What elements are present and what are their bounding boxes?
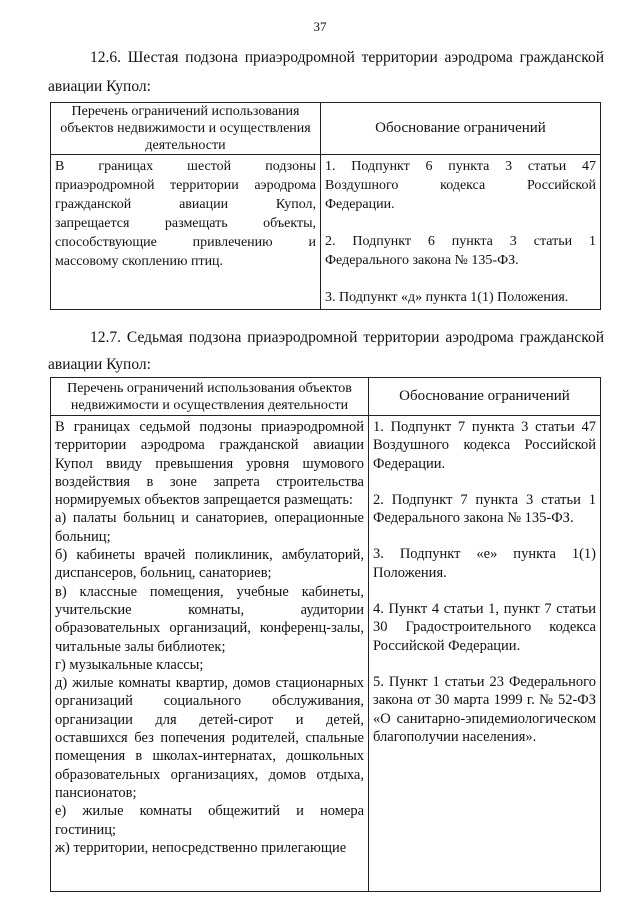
list-item: а) палаты больниц и санаториев, операционные больниц; (55, 510, 364, 545)
basis-item-2: 2. Подпункт 6 пункта 3 статьи 1 Федерального закона № 135-ФЗ. (325, 234, 596, 268)
restriction-intro: В границах седьмой подзоны приаэродромной территории аэродрома гражданской авиации Купол ввиду превышения уровня шумового воздействия в зоне запрета строительства нормируемых объектов запрещается размещать: (55, 419, 364, 509)
table-12-6-header-basis: Обоснование ограничений (321, 103, 601, 155)
list-item: д) жилые комнаты квартир, домов стационарных организаций социального обслуживания, организации для детей-сирот и детей, оставшихся без попечения родителей, спальные помещения в школах-интернатах, дошкольных образовательных организациях, домов отдыха, пансионатов; (55, 675, 364, 801)
basis-item-5: 5. Пункт 1 статьи 23 Федерального закона от 30 марта 1999 г. № 52-ФЗ «О санитарно-эпидемиологическом благополучии населения». (373, 673, 596, 745)
basis-item-2: 2. Подпункт 7 пункта 3 статьи 1 Федерального закона № 135-ФЗ. (373, 491, 596, 527)
page-number: 37 (313, 19, 327, 34)
table-12-7-restriction-cell (51, 416, 369, 892)
section-12-6-heading-line2: авиации Купол: (48, 78, 151, 95)
table-12-7-basis-cell (369, 416, 601, 892)
table-12-7-header-basis: Обоснование ограничений (369, 378, 601, 416)
table-12-6 (50, 102, 601, 310)
table-12-7-header-restrictions: Перечень ограничений использования объектов недвижимости и осуществления деятельности (51, 378, 369, 416)
basis-item-1: 1. Подпункт 7 пункта 3 статьи 47 Воздушного кодекса Российской Федерации. (373, 419, 596, 472)
basis-item-1: 1. Подпункт 6 пункта 3 статьи 47 Воздушного кодекса Российской Федерации. (325, 159, 596, 212)
table-12-6-basis-cell (321, 155, 601, 310)
list-item: г) музыкальные классы; (55, 656, 204, 673)
section-12-7-heading-line1: 12.7. Седьмая подзона приаэродромной территории аэродрома гражданской (90, 329, 604, 346)
table-12-7 (50, 377, 601, 892)
list-item: в) классные помещения, учебные кабинеты, учительские комнаты, аудитории образовательных организаций, конференц-залы, читальные залы библиотек; (55, 583, 364, 655)
list-item: б) кабинеты врачей поликлиник, амбулаторий, диспансеров, больниц, санаториев; (55, 547, 364, 582)
basis-item-3: 3. Подпункт «д» пункта 1(1) Положения. (325, 290, 569, 305)
list-item: е) жилые комнаты общежитий и номера гостиниц; (55, 803, 364, 838)
section-12-6-heading-line1: 12.6. Шестая подзона приаэродромной территории аэродрома гражданской (90, 49, 604, 66)
table-12-6-restriction-cell: В границах шестой подзоны приаэродромной территории аэродрома гражданской авиации Купол, запрещается размещать объекты, способствующие привлечению и массовому скоплению птиц. (51, 155, 321, 310)
basis-item-3: 3. Подпункт «е» пункта 1(1) Положения. (373, 546, 596, 581)
section-12-7-heading-line2: авиации Купол: (48, 356, 151, 373)
table-12-6-header-restrictions: Перечень ограничений использования объектов недвижимости и осуществления деятельности (51, 103, 321, 155)
list-item: ж) территории, непосредственно прилегающие (55, 839, 347, 856)
basis-item-4: 4. Пункт 4 статьи 1, пункт 7 статьи 30 Градостроительного кодекса Российской Федерации. (373, 601, 596, 654)
